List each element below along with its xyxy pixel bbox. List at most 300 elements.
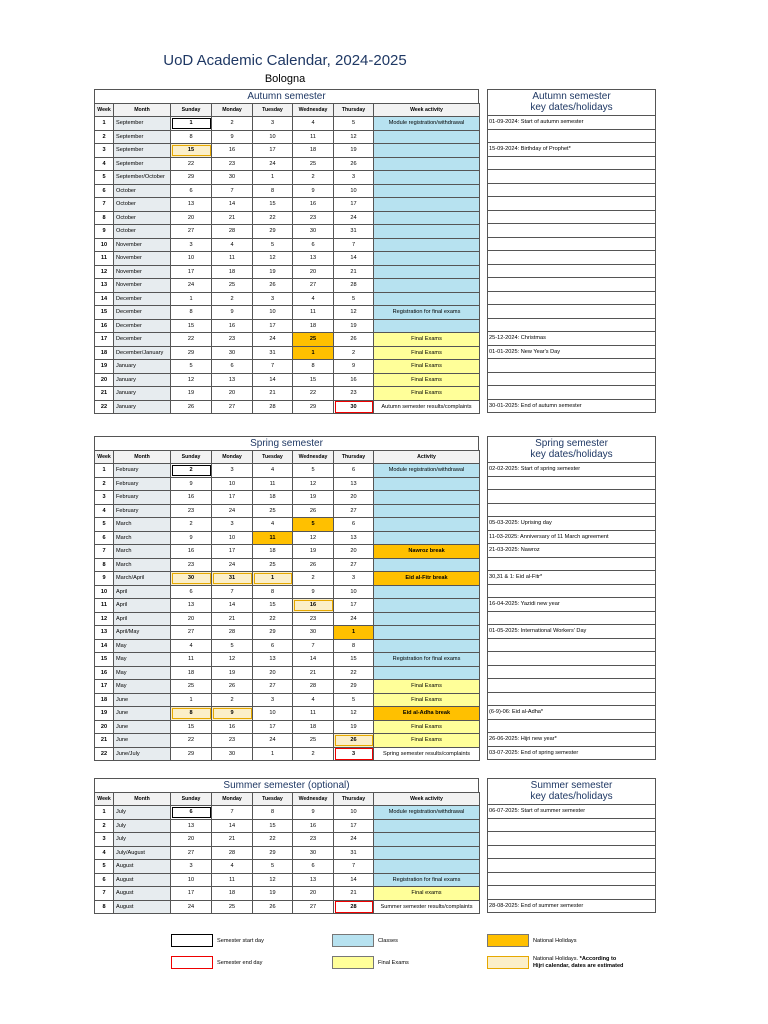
activity-cell: Module registration/withdrawal: [374, 117, 480, 131]
activity-cell: [374, 144, 480, 158]
activity-cell: [374, 558, 480, 572]
week-number: 20: [95, 373, 114, 387]
table-row: [95, 531, 480, 545]
day-cell: 23: [334, 387, 374, 401]
day-cell: 1: [171, 117, 212, 131]
week-number: 6: [95, 184, 114, 198]
day-cell: 1: [293, 346, 334, 360]
day-cell: 9: [171, 531, 212, 545]
day-cell: 31: [212, 572, 253, 586]
week-number: 5: [95, 860, 114, 874]
table-row: [95, 900, 480, 914]
day-cell: 7: [293, 639, 334, 653]
day-cell: 10: [212, 531, 253, 545]
key-date-row: 01-01-2025: New Year's Day: [487, 346, 656, 360]
day-cell: 29: [253, 846, 293, 860]
day-cell: 15: [171, 144, 212, 158]
day-cell: 2: [212, 693, 253, 707]
day-cell: 17: [171, 265, 212, 279]
column-header: Week: [95, 104, 114, 117]
month-cell: October: [114, 198, 171, 212]
day-cell: 13: [334, 531, 374, 545]
key-date-row: [487, 359, 656, 373]
day-cell: 11: [253, 477, 293, 491]
activity-cell: [374, 491, 480, 505]
week-number: 7: [95, 198, 114, 212]
day-cell: 17: [212, 545, 253, 559]
activity-cell: [374, 833, 480, 847]
key-date-row: 21-03-2025: Nawroz: [487, 544, 656, 558]
day-cell: 20: [171, 833, 212, 847]
day-cell: 27: [253, 680, 293, 694]
day-cell: 14: [293, 653, 334, 667]
day-cell: 7: [253, 360, 293, 374]
key-dates-panel-2: [487, 778, 656, 913]
day-cell: 27: [171, 846, 212, 860]
month-cell: March: [114, 558, 171, 572]
key-date-row: [487, 477, 656, 491]
activity-cell: Spring semester results/complaints: [374, 747, 480, 761]
day-cell: 3: [253, 117, 293, 131]
day-cell: 16: [212, 720, 253, 734]
day-cell: 19: [293, 545, 334, 559]
month-cell: August: [114, 873, 171, 887]
day-cell: 6: [212, 360, 253, 374]
day-cell: 13: [293, 873, 334, 887]
legend-start-swatch: [171, 934, 213, 947]
table-row: [95, 693, 480, 707]
day-cell: 6: [171, 806, 212, 820]
day-cell: 8: [334, 639, 374, 653]
week-number: 15: [95, 306, 114, 320]
week-number: 8: [95, 900, 114, 914]
key-dates-title: [487, 436, 656, 463]
day-cell: 17: [171, 887, 212, 901]
table-row: [95, 319, 480, 333]
day-cell: 5: [171, 360, 212, 374]
key-date-row: [487, 859, 656, 873]
day-cell: 16: [293, 198, 334, 212]
day-cell: 12: [293, 477, 334, 491]
day-cell: 3: [212, 464, 253, 478]
day-cell: 28: [253, 400, 293, 414]
week-number: 4: [95, 157, 114, 171]
day-cell: 22: [171, 734, 212, 748]
activity-cell: [374, 184, 480, 198]
day-cell: 30: [293, 846, 334, 860]
day-cell: 7: [212, 585, 253, 599]
day-cell: 25: [293, 157, 334, 171]
week-number: 14: [95, 639, 114, 653]
month-cell: August: [114, 860, 171, 874]
day-cell: 9: [212, 707, 253, 721]
week-number: 3: [95, 491, 114, 505]
day-cell: 5: [253, 238, 293, 252]
table-row: [95, 225, 480, 239]
day-cell: 16: [293, 819, 334, 833]
month-cell: December: [114, 333, 171, 347]
day-cell: 12: [253, 252, 293, 266]
day-cell: 20: [171, 612, 212, 626]
day-cell: 31: [253, 346, 293, 360]
key-date-row: 15-09-2024: Birthday of Prophet*: [487, 143, 656, 157]
day-cell: 13: [334, 477, 374, 491]
semester-table-2: [94, 778, 480, 914]
month-cell: March: [114, 545, 171, 559]
day-cell: 12: [334, 130, 374, 144]
table-row: [95, 144, 480, 158]
key-date-row: [487, 265, 656, 279]
week-number: 8: [95, 558, 114, 572]
day-cell: 25: [293, 333, 334, 347]
week-number: 17: [95, 680, 114, 694]
day-cell: 10: [253, 306, 293, 320]
table-row: [95, 680, 480, 694]
day-cell: 27: [171, 626, 212, 640]
key-date-row: 02-02-2025: Start of spring semester: [487, 463, 656, 477]
day-cell: 30: [293, 225, 334, 239]
day-cell: 21: [293, 666, 334, 680]
table-row: [95, 292, 480, 306]
column-header: Wednesday: [293, 104, 334, 117]
day-cell: 17: [212, 491, 253, 505]
day-cell: 8: [253, 806, 293, 820]
day-cell: 25: [293, 734, 334, 748]
activity-cell: [374, 518, 480, 532]
table-row: [95, 198, 480, 212]
month-cell: July: [114, 819, 171, 833]
column-header: Wednesday: [293, 451, 334, 464]
column-header: Monday: [212, 451, 253, 464]
day-cell: 8: [253, 184, 293, 198]
key-dates-title-line1: Spring semester: [535, 438, 608, 449]
day-cell: 8: [293, 360, 334, 374]
table-row: [95, 599, 480, 613]
day-cell: 15: [253, 599, 293, 613]
day-cell: 2: [334, 346, 374, 360]
week-number: 19: [95, 707, 114, 721]
week-number: 12: [95, 612, 114, 626]
day-cell: 23: [293, 833, 334, 847]
key-date-row: [487, 184, 656, 198]
day-cell: 19: [293, 491, 334, 505]
day-cell: 13: [293, 252, 334, 266]
table-row: [95, 306, 480, 320]
week-number: 10: [95, 585, 114, 599]
day-cell: 25: [212, 279, 253, 293]
month-cell: May: [114, 666, 171, 680]
day-cell: 5: [293, 518, 334, 532]
table-row: [95, 504, 480, 518]
day-cell: 3: [334, 747, 374, 761]
key-date-row: [487, 386, 656, 400]
day-cell: 2: [212, 117, 253, 131]
day-cell: 29: [171, 346, 212, 360]
week-number: 5: [95, 518, 114, 532]
activity-cell: Final Exams: [374, 373, 480, 387]
day-cell: 21: [212, 612, 253, 626]
table-row: [95, 252, 480, 266]
column-header: Week activity: [374, 104, 480, 117]
table-row: [95, 346, 480, 360]
table-row: [95, 360, 480, 374]
column-header: Thursday: [334, 104, 374, 117]
week-number: 2: [95, 477, 114, 491]
month-cell: February: [114, 477, 171, 491]
day-cell: 10: [253, 707, 293, 721]
day-cell: 15: [171, 319, 212, 333]
day-cell: 27: [293, 900, 334, 914]
day-cell: 8: [171, 130, 212, 144]
day-cell: 26: [253, 900, 293, 914]
semester-title: Autumn semester: [94, 89, 479, 103]
week-number: 21: [95, 387, 114, 401]
day-cell: 26: [334, 333, 374, 347]
day-cell: 7: [212, 184, 253, 198]
calendar-table: [94, 103, 480, 414]
day-cell: 14: [334, 873, 374, 887]
day-cell: 19: [253, 887, 293, 901]
semester-table-0: [94, 89, 480, 414]
key-dates-panel-1: [487, 436, 656, 760]
day-cell: 13: [171, 819, 212, 833]
day-cell: 23: [293, 612, 334, 626]
column-header: Activity: [374, 451, 480, 464]
month-cell: August: [114, 900, 171, 914]
key-date-row: [487, 130, 656, 144]
day-cell: 17: [253, 144, 293, 158]
table-row: [95, 373, 480, 387]
key-dates-title-line2: key dates/holidays: [530, 102, 613, 113]
week-number: 16: [95, 319, 114, 333]
column-header: Week: [95, 451, 114, 464]
day-cell: 19: [253, 265, 293, 279]
key-dates-title: [487, 778, 656, 805]
table-row: [95, 117, 480, 131]
week-number: 22: [95, 747, 114, 761]
day-cell: 6: [253, 639, 293, 653]
day-cell: 26: [253, 279, 293, 293]
activity-cell: Final Exams: [374, 734, 480, 748]
column-header: Tuesday: [253, 104, 293, 117]
day-cell: 16: [334, 373, 374, 387]
table-row: [95, 400, 480, 414]
week-number: 2: [95, 819, 114, 833]
week-number: 11: [95, 252, 114, 266]
day-cell: 18: [253, 491, 293, 505]
legend-hijri-text-b: *According to: [579, 956, 617, 962]
day-cell: 18: [293, 319, 334, 333]
semester-table-1: [94, 436, 480, 761]
day-cell: 22: [253, 833, 293, 847]
day-cell: 9: [212, 306, 253, 320]
table-row: [95, 846, 480, 860]
day-cell: 26: [293, 504, 334, 518]
day-cell: 9: [334, 360, 374, 374]
day-cell: 17: [334, 819, 374, 833]
week-number: 13: [95, 279, 114, 293]
key-dates-title-line2: key dates/holidays: [530, 791, 613, 802]
activity-cell: [374, 599, 480, 613]
week-number: 7: [95, 887, 114, 901]
day-cell: 1: [171, 693, 212, 707]
activity-cell: Eid al-Adha break: [374, 707, 480, 721]
activity-cell: [374, 504, 480, 518]
day-cell: 27: [293, 279, 334, 293]
activity-cell: Final exams: [374, 887, 480, 901]
table-row: [95, 518, 480, 532]
key-date-row: [487, 819, 656, 833]
day-cell: 27: [334, 558, 374, 572]
day-cell: 29: [334, 680, 374, 694]
key-dates-title-line2: key dates/holidays: [530, 449, 613, 460]
table-row: [95, 279, 480, 293]
day-cell: 7: [334, 860, 374, 874]
key-date-row: [487, 720, 656, 734]
table-row: [95, 333, 480, 347]
page-title: UoD Academic Calendar, 2024-2025: [163, 52, 407, 69]
legend-national-swatch: [487, 934, 529, 947]
legend-final-swatch: [332, 956, 374, 969]
month-cell: April: [114, 585, 171, 599]
day-cell: 25: [171, 680, 212, 694]
table-row: [95, 873, 480, 887]
activity-cell: [374, 198, 480, 212]
activity-cell: [374, 225, 480, 239]
day-cell: 13: [171, 198, 212, 212]
week-number: 20: [95, 720, 114, 734]
day-cell: 11: [293, 707, 334, 721]
week-number: 18: [95, 346, 114, 360]
legend-final-label: Final Exams: [378, 960, 409, 966]
week-number: 1: [95, 806, 114, 820]
key-date-row: 06-07-2025: Start of summer semester: [487, 805, 656, 819]
day-cell: 21: [334, 887, 374, 901]
month-cell: September: [114, 130, 171, 144]
table-row: [95, 477, 480, 491]
legend-hijri-text-a: National Holidays.: [533, 956, 580, 962]
week-number: 15: [95, 653, 114, 667]
day-cell: 3: [334, 572, 374, 586]
day-cell: 11: [212, 873, 253, 887]
day-cell: 4: [293, 117, 334, 131]
day-cell: 22: [334, 666, 374, 680]
day-cell: 10: [334, 184, 374, 198]
day-cell: 31: [334, 846, 374, 860]
month-cell: September: [114, 117, 171, 131]
day-cell: 25: [253, 558, 293, 572]
page-subtitle: Bologna: [264, 73, 306, 85]
semester-title: Spring semester: [94, 436, 479, 450]
day-cell: 23: [212, 333, 253, 347]
day-cell: 28: [212, 225, 253, 239]
day-cell: 20: [293, 265, 334, 279]
day-cell: 2: [212, 292, 253, 306]
day-cell: 31: [334, 225, 374, 239]
month-cell: January: [114, 360, 171, 374]
calendar-table: [94, 792, 480, 914]
legend-end-label: Semester end day: [217, 960, 263, 966]
column-header: Month: [114, 104, 171, 117]
column-header: Sunday: [171, 793, 212, 806]
day-cell: 10: [334, 585, 374, 599]
key-date-row: 30-01-2025: End of autumn semester: [487, 400, 656, 414]
day-cell: 14: [253, 373, 293, 387]
key-dates-title: [487, 89, 656, 116]
day-cell: 28: [334, 900, 374, 914]
day-cell: 13: [253, 653, 293, 667]
table-row: [95, 238, 480, 252]
month-cell: March: [114, 518, 171, 532]
day-cell: 10: [334, 806, 374, 820]
day-cell: 28: [212, 626, 253, 640]
table-row: [95, 545, 480, 559]
column-header: Thursday: [334, 793, 374, 806]
column-header: Wednesday: [293, 793, 334, 806]
column-header: Thursday: [334, 451, 374, 464]
key-date-row: [487, 886, 656, 900]
week-number: 6: [95, 873, 114, 887]
table-header: [95, 451, 480, 464]
key-date-row: [487, 612, 656, 626]
key-date-row: [487, 490, 656, 504]
column-header: Month: [114, 451, 171, 464]
day-cell: 27: [212, 400, 253, 414]
key-date-row: 16-04-2025: Yazidi new year: [487, 598, 656, 612]
activity-cell: [374, 860, 480, 874]
week-number: 1: [95, 464, 114, 478]
month-cell: November: [114, 279, 171, 293]
column-header: Sunday: [171, 451, 212, 464]
day-cell: 4: [212, 238, 253, 252]
table-header: [95, 793, 480, 806]
month-cell: June: [114, 693, 171, 707]
column-header: Week activity: [374, 793, 480, 806]
activity-cell: [374, 626, 480, 640]
legend-national-label: National Holidays: [533, 938, 577, 944]
day-cell: 2: [171, 518, 212, 532]
day-cell: 8: [171, 306, 212, 320]
week-number: 11: [95, 599, 114, 613]
day-cell: 19: [334, 319, 374, 333]
month-cell: May: [114, 639, 171, 653]
day-cell: 3: [212, 518, 253, 532]
month-cell: June: [114, 734, 171, 748]
week-number: 6: [95, 531, 114, 545]
day-cell: 23: [212, 734, 253, 748]
day-cell: 18: [171, 666, 212, 680]
day-cell: 28: [334, 279, 374, 293]
month-cell: May: [114, 653, 171, 667]
day-cell: 24: [171, 279, 212, 293]
day-cell: 5: [212, 639, 253, 653]
day-cell: 26: [334, 734, 374, 748]
key-date-row: [487, 679, 656, 693]
table-row: [95, 211, 480, 225]
month-cell: August: [114, 887, 171, 901]
day-cell: 29: [171, 747, 212, 761]
month-cell: November: [114, 238, 171, 252]
column-header: Tuesday: [253, 793, 293, 806]
day-cell: 18: [293, 720, 334, 734]
key-dates-panel-0: [487, 89, 656, 413]
activity-cell: [374, 585, 480, 599]
week-number: 12: [95, 265, 114, 279]
day-cell: 30: [293, 626, 334, 640]
key-date-row: [487, 211, 656, 225]
month-cell: October: [114, 211, 171, 225]
key-date-row: [487, 170, 656, 184]
